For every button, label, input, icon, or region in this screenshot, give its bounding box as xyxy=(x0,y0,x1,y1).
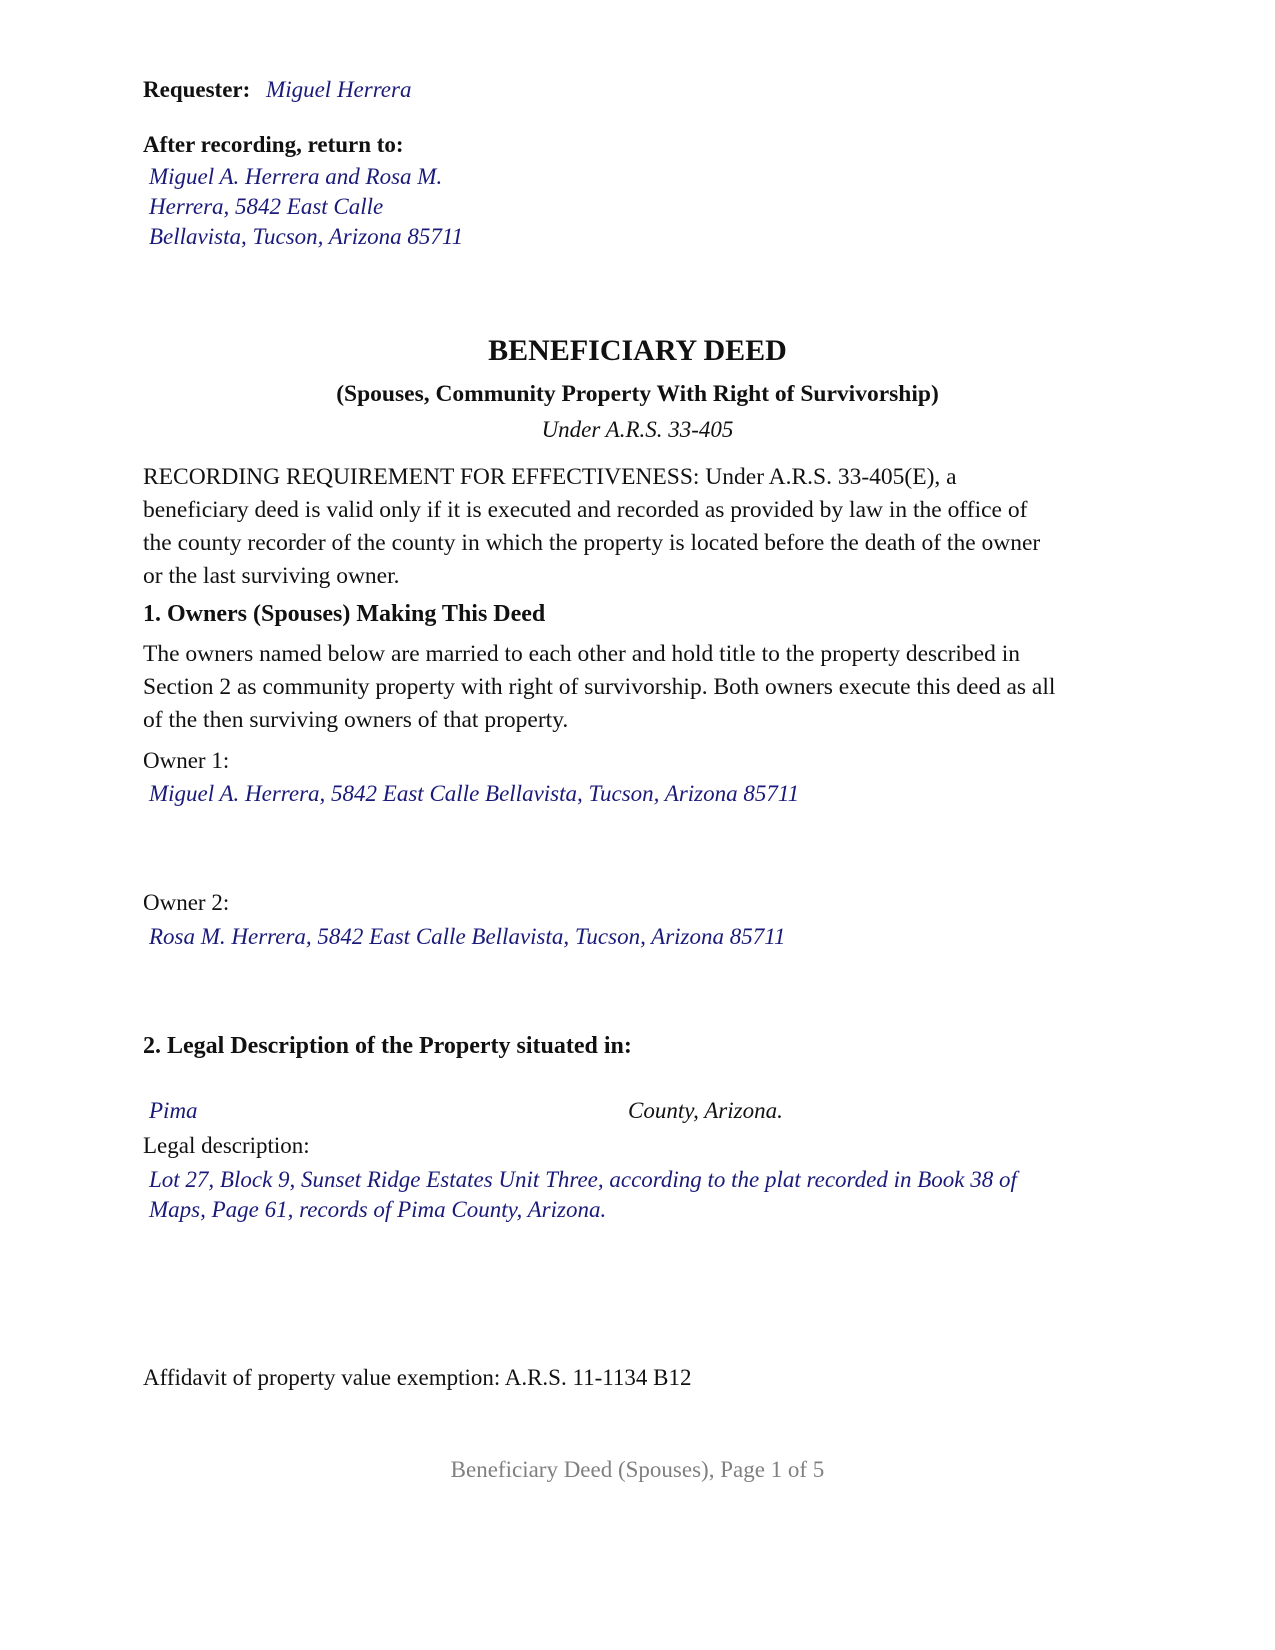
county-value: Pima xyxy=(149,1098,198,1123)
return-line: Miguel A. Herrera and Rosa M. xyxy=(149,164,443,189)
paragraph-line: the county recorder of the county in which the property is located before the death of the owner xyxy=(143,530,1041,556)
county-suffix: County, Arizona. xyxy=(628,1098,783,1123)
paragraph-line: Section 2 as community property with right of survivorship. Both owners execute this deed as all xyxy=(143,674,1056,700)
affidavit-exemption: Affidavit of property value exemption: A.R.S. 11-1134 B12 xyxy=(143,1365,692,1390)
statute-reference: Under A.R.S. 33-405 xyxy=(541,417,734,442)
paragraph-line: The owners named below are married to each other and hold title to the property described in xyxy=(143,641,1021,667)
legal-description-value xyxy=(149,1165,1149,1225)
return-line: Bellavista, Tucson, Arizona 85711 xyxy=(149,224,464,249)
owner1-value: Miguel A. Herrera, 5842 East Calle Bellavista, Tucson, Arizona 85711 xyxy=(149,781,800,806)
owner1-label: Owner 1: xyxy=(143,748,230,773)
return-address xyxy=(149,162,463,252)
section2-heading: 2. Legal Description of the Property situated in: xyxy=(143,1033,632,1059)
paragraph-line: beneficiary deed is valid only if it is executed and recorded as provided by law in the office of xyxy=(143,497,1028,523)
recording-requirement xyxy=(143,461,1143,593)
owner2-value: Rosa M. Herrera, 5842 East Calle Bellavista, Tucson, Arizona 85711 xyxy=(149,924,786,949)
requester-line xyxy=(143,74,411,106)
legal-description-label: Legal description: xyxy=(143,1133,310,1158)
return-line: Herrera, 5842 East Calle xyxy=(149,194,384,219)
paragraph-line: or the last surviving owner. xyxy=(143,563,400,589)
requester-value: Miguel Herrera xyxy=(266,77,412,102)
return-label: After recording, return to: xyxy=(143,132,404,157)
paragraph-line: RECORDING REQUIREMENT FOR EFFECTIVENESS: Under A.R.S. 33-405(E), a xyxy=(143,464,957,490)
section1-paragraph xyxy=(143,638,1143,737)
requester-label: Requester: xyxy=(143,77,251,102)
legal-line: Lot 27, Block 9, Sunset Ridge Estates Unit Three, according to the plat recorded in Book 38 of xyxy=(149,1167,1017,1192)
paragraph-line: of the then surviving owners of that property. xyxy=(143,707,569,733)
document-title: BENEFICIARY DEED xyxy=(488,334,787,367)
page-footer: Beneficiary Deed (Spouses), Page 1 of 5 xyxy=(450,1457,825,1482)
section1-heading: 1. Owners (Spouses) Making This Deed xyxy=(143,601,546,627)
document-subtitle: (Spouses, Community Property With Right of Survivorship) xyxy=(336,381,939,407)
legal-line: Maps, Page 61, records of Pima County, Arizona. xyxy=(149,1197,607,1222)
owner2-label: Owner 2: xyxy=(143,890,230,915)
